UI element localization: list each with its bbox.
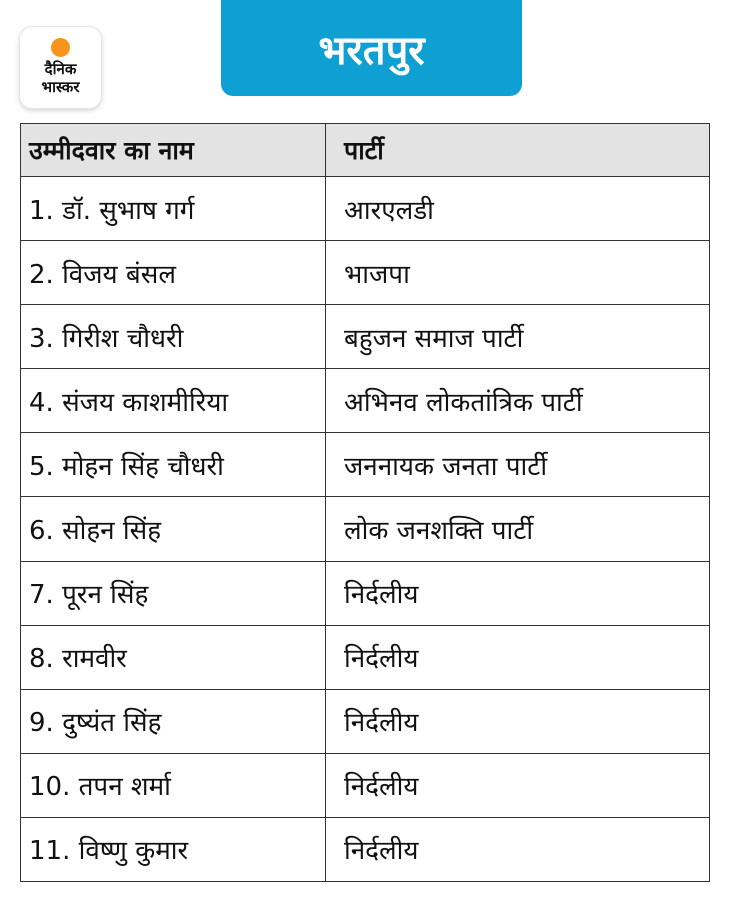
candidate-name-cell: 3. गिरीश चौधरी [21,305,326,368]
table-row [21,240,709,304]
candidate-name-cell: 1. डॉ. सुभाष गर्ग [21,177,326,240]
table-row [21,304,709,368]
candidates-table [20,123,710,882]
candidate-name-cell: 6. सोहन सिंह [21,497,326,560]
logo-text-line2: भास्कर [41,78,80,96]
sun-icon [51,38,70,57]
logo-text-line1: दैनिक [44,60,77,78]
table-row [21,176,709,240]
page-title: भरतपुर [221,0,522,96]
table-header-row [21,124,709,176]
party-cell: निर्दलीय [344,708,419,739]
table-row [21,817,709,881]
candidate-name-cell: 9. दुष्यंत सिंह [21,690,326,753]
candidate-name-cell: 8. रामवीर [21,626,326,689]
table-row [21,432,709,496]
header-candidate-name: उम्मीदवार का नाम [21,124,326,176]
table-row [21,496,709,560]
party-cell: अभिनव लोकतांत्रिक पार्टी [344,387,583,418]
candidate-name-cell: 5. मोहन सिंह चौधरी [21,433,326,496]
table-row [21,753,709,817]
candidate-name-cell: 2. विजय बंसल [21,241,326,304]
candidate-name-cell: 11. विष्णु कुमार [21,818,326,881]
party-cell: निर्दलीय [344,836,419,867]
party-cell: निर्दलीय [344,644,419,675]
header-party: पार्टी [344,136,384,165]
party-cell: भाजपा [344,259,410,290]
party-cell: आरएलडी [344,195,434,226]
dainik-bhaskar-logo [20,27,101,108]
candidate-name-cell: 7. पूरन सिंह [21,562,326,625]
table-row [21,625,709,689]
candidate-name-cell: 4. संजय काशमीरिया [21,369,326,432]
table-row [21,561,709,625]
party-cell: निर्दलीय [344,580,419,611]
party-cell: निर्दलीय [344,772,419,803]
party-cell: जननायक जनता पार्टी [344,451,548,482]
table-row [21,368,709,432]
party-cell: बहुजन समाज पार्टी [344,323,524,354]
party-cell: लोक जनशक्ति पार्टी [344,516,534,547]
candidate-name-cell: 10. तपन शर्मा [21,754,326,817]
table-row [21,689,709,753]
